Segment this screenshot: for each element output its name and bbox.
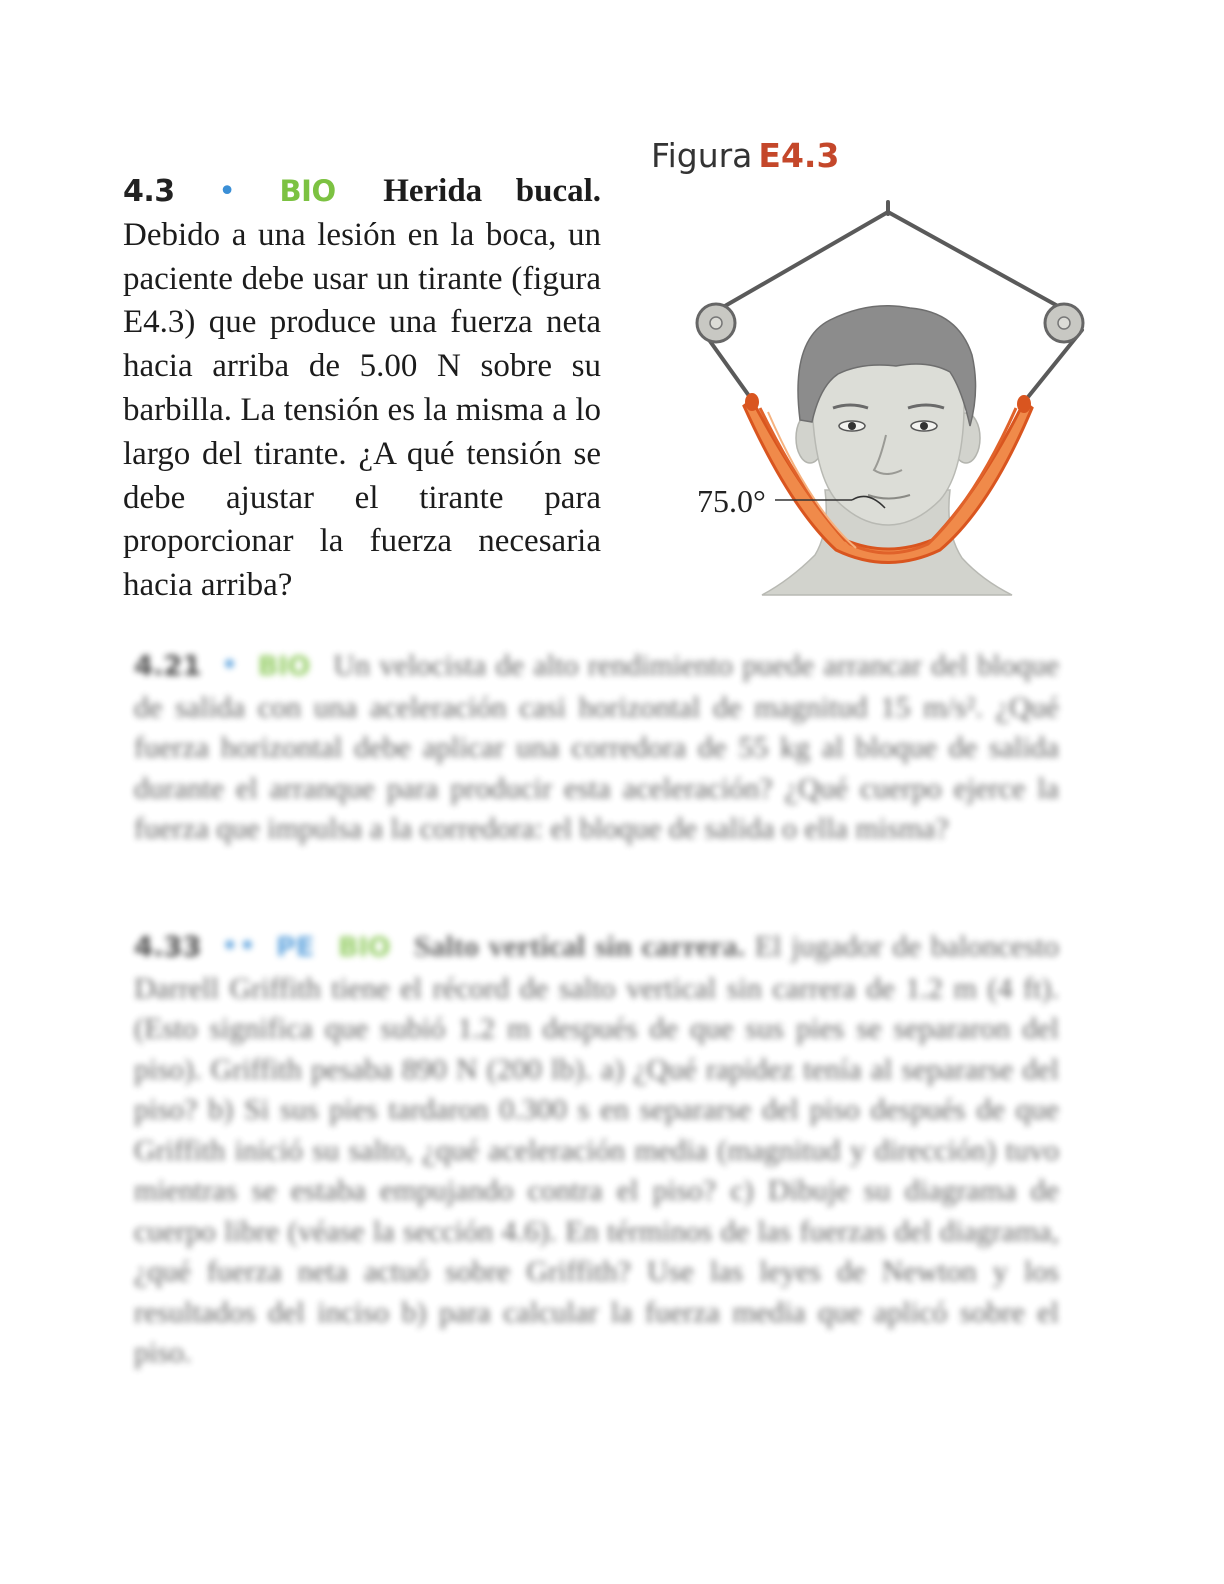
figure-number: E4.3 [758, 136, 840, 175]
strap-tab-right [1017, 395, 1031, 413]
problem-body: Un velocista de alto rendimiento puede arrancar del bloque de salida con una aceleración casi horizontal de magnitud 15 m/s². ¿Qué fuerza horizontal debe aplicar una corredora de 55 kg al bloque de salida durante el arranque para producir esta aceleración? ¿Qué cuerpo ejerce la fuerza que impulsa a la corredora: el bloque de salida o ella misma? [134, 649, 1060, 845]
problem-number: 4.3 [123, 174, 175, 209]
bio-tag: BIO [257, 651, 310, 682]
problem-number: 4.33 [134, 930, 202, 963]
difficulty-bullet: • [218, 174, 236, 209]
right-pupil [920, 422, 928, 430]
pulley-right-icon [1045, 304, 1083, 342]
problem-4-3 [123, 170, 601, 608]
problem-title: Salto vertical sin carrera. [413, 930, 746, 963]
left-pupil [848, 422, 856, 430]
difficulty-bullet: •• [220, 929, 257, 964]
pulley-left-icon [697, 304, 735, 342]
angle-label: 75.0° [697, 483, 766, 519]
bio-tag: BIO [338, 932, 391, 963]
strap-tab-left [745, 393, 759, 411]
problem-4-21-blurred [134, 646, 1059, 850]
problem-title: Herida bucal. [383, 173, 602, 209]
figure-label: Figura [651, 136, 753, 175]
problem-body: Debido a una lesión en la boca, un paciente debe usar un tirante (figura E4.3) que produce una fuerza neta hacia arriba de 5.00 N sobre su barbilla. La tensión es la misma a lo largo del tirante. ¿A qué tensión se debe ajustar el tirante para proporcionar la fuerza necesaria hacia arriba? [123, 216, 601, 604]
difficulty-bullet: • [220, 648, 239, 683]
bio-tag: BIO [279, 174, 336, 208]
figure-e4-3 [640, 190, 1100, 610]
problem-number: 4.21 [134, 649, 202, 682]
figure-title [651, 136, 839, 175]
problem-4-33-blurred [134, 927, 1059, 1374]
pe-tag: PE [276, 932, 315, 963]
problem-body: El jugador de baloncesto Darrell Griffith tiene el récord de salto vertical sin carrera de 1.2 m (4 ft). (Esto significa que subió 1.2 m después de que sus pies se separaron del piso). Griffith pesaba 890 N (200 lb). a) ¿Qué rapidez tenía al separarse del piso? b) Si sus pies tardaron 0.300 s en separarse del piso después de que Griffith inició su salto, ¿qué aceleración media (magnitud y dirección) tuvo mientras se estaba empujando contra el piso? c) Dibuje su diagrama de cuerpo libre (véase la sección 4.6). En términos de las fuerzas del diagrama, ¿qué fuerza neta actuó sobre Griffith? Use las leyes de Newton y los resultados del inciso b) para calcular la fuerza media que aplicó sobre el piso. [134, 930, 1059, 1369]
